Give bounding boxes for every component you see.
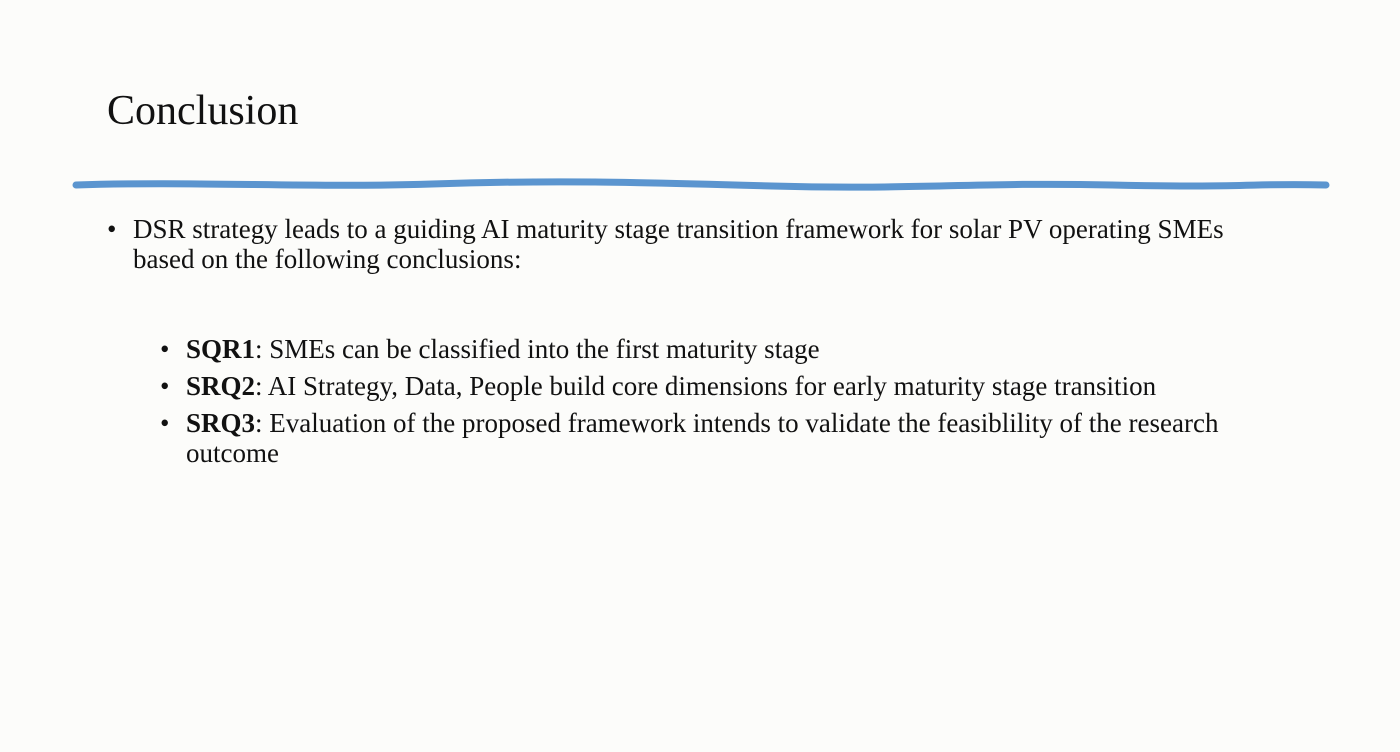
conclusion-list	[107, 214, 1247, 475]
sub-bullet-content	[186, 408, 1250, 468]
sub-bullet-item-srq3	[160, 408, 1250, 468]
main-bullet-item	[107, 214, 1247, 274]
sub-conclusion-list	[160, 334, 1250, 468]
sub-bullet-key: SRQ3	[186, 408, 256, 438]
sub-bullet-key: SRQ2	[186, 371, 256, 401]
bullet-marker: •	[160, 334, 170, 364]
main-bullet-text: DSR strategy leads to a guiding AI maturity stage transition framework for solar PV operating SMEs based on the following conclusions:	[133, 214, 1224, 274]
sub-bullet-content	[186, 334, 820, 364]
title-divider	[72, 174, 1330, 196]
sub-list-container	[107, 334, 1247, 468]
slide-title: Conclusion	[107, 88, 299, 134]
sub-bullet-text: : Evaluation of the proposed framework intends to validate the feasiblility of the research outcome	[186, 408, 1219, 468]
bullet-marker: •	[160, 371, 170, 401]
bullet-marker: •	[107, 214, 117, 244]
sub-bullet-key: SQR1	[186, 334, 256, 364]
sub-bullet-text: : SMEs can be classified into the first maturity stage	[255, 334, 820, 364]
bullet-marker: •	[160, 408, 170, 438]
sub-bullet-item-sqr1	[160, 334, 1250, 364]
sub-bullet-content	[186, 371, 1156, 401]
divider-stroke	[76, 182, 1326, 187]
sub-bullet-text: : AI Strategy, Data, People build core dimensions for early maturity stage transition	[255, 371, 1157, 401]
sub-bullet-item-srq2	[160, 371, 1250, 401]
